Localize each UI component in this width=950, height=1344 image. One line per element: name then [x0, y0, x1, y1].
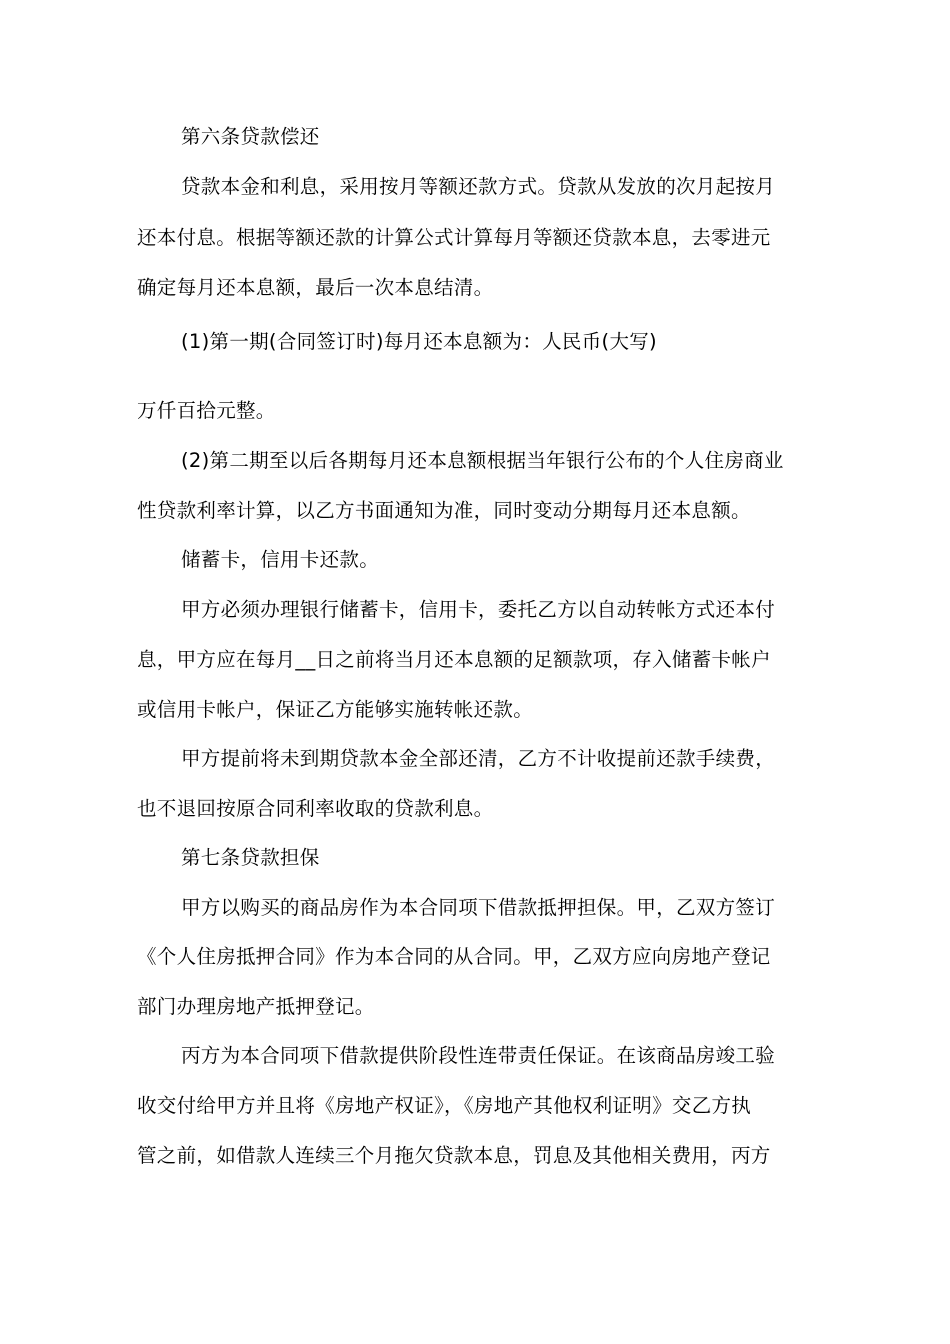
- paragraph-line: 《个人住房抵押合同》作为本合同的从合同。甲，乙双方应向房地产登记: [137, 945, 771, 968]
- paragraph-line: (2)第二期至以后各期每月还本息额根据当年银行公布的个人住房商业: [181, 449, 784, 472]
- paragraph-line: 甲方必须办理银行储蓄卡，信用卡，委托乙方以自动转帐方式还本付: [181, 598, 776, 621]
- paragraph-line: 储蓄卡，信用卡还款。: [181, 548, 380, 571]
- paragraph-line: 还本付息。根据等额还款的计算公式计算每月等额还贷款本息，去零进元: [137, 226, 771, 249]
- paragraph-line: 部门办理房地产抵押登记。: [137, 995, 375, 1018]
- paragraph-line: 也不退回按原合同利率收取的贷款利息。: [137, 797, 494, 820]
- paragraph-line: 贷款本金和利息，采用按月等额还款方式。贷款从发放的次月起按月: [181, 175, 776, 198]
- section-heading-article-6: 第六条贷款偿还: [181, 125, 320, 148]
- paragraph-line: (1)第一期(合同签订时)每月还本息额为：人民币(大写): [181, 330, 657, 353]
- paragraph-line: 万仟百拾元整。: [137, 399, 276, 422]
- paragraph-line: 丙方为本合同项下借款提供阶段性连带责任保证。在该商品房竣工验: [181, 1044, 776, 1067]
- paragraph-line: 确定每月还本息额，最后一次本息结清。: [137, 276, 494, 299]
- paragraph-line: 息，甲方应在每月__日之前将当月还本息额的足额款项，存入储蓄卡帐户: [137, 648, 771, 671]
- paragraph-line: 甲方以购买的商品房作为本合同项下借款抵押担保。甲，乙双方签订: [181, 896, 776, 919]
- paragraph-line: 管之前，如借款人连续三个月拖欠贷款本息，罚息及其他相关费用，丙方: [137, 1144, 771, 1167]
- paragraph-line: 收交付给甲方并且将《房地产权证》，《房地产其他权利证明》交乙方执: [137, 1094, 752, 1117]
- paragraph-line: 或信用卡帐户，保证乙方能够实施转帐还款。: [137, 698, 534, 721]
- paragraph-line: 性贷款利率计算，以乙方书面通知为准，同时变动分期每月还本息额。: [137, 499, 751, 522]
- paragraph-line: 甲方提前将未到期贷款本金全部还清，乙方不计收提前还款手续费，: [181, 747, 776, 770]
- section-heading-article-7: 第七条贷款担保: [181, 846, 320, 869]
